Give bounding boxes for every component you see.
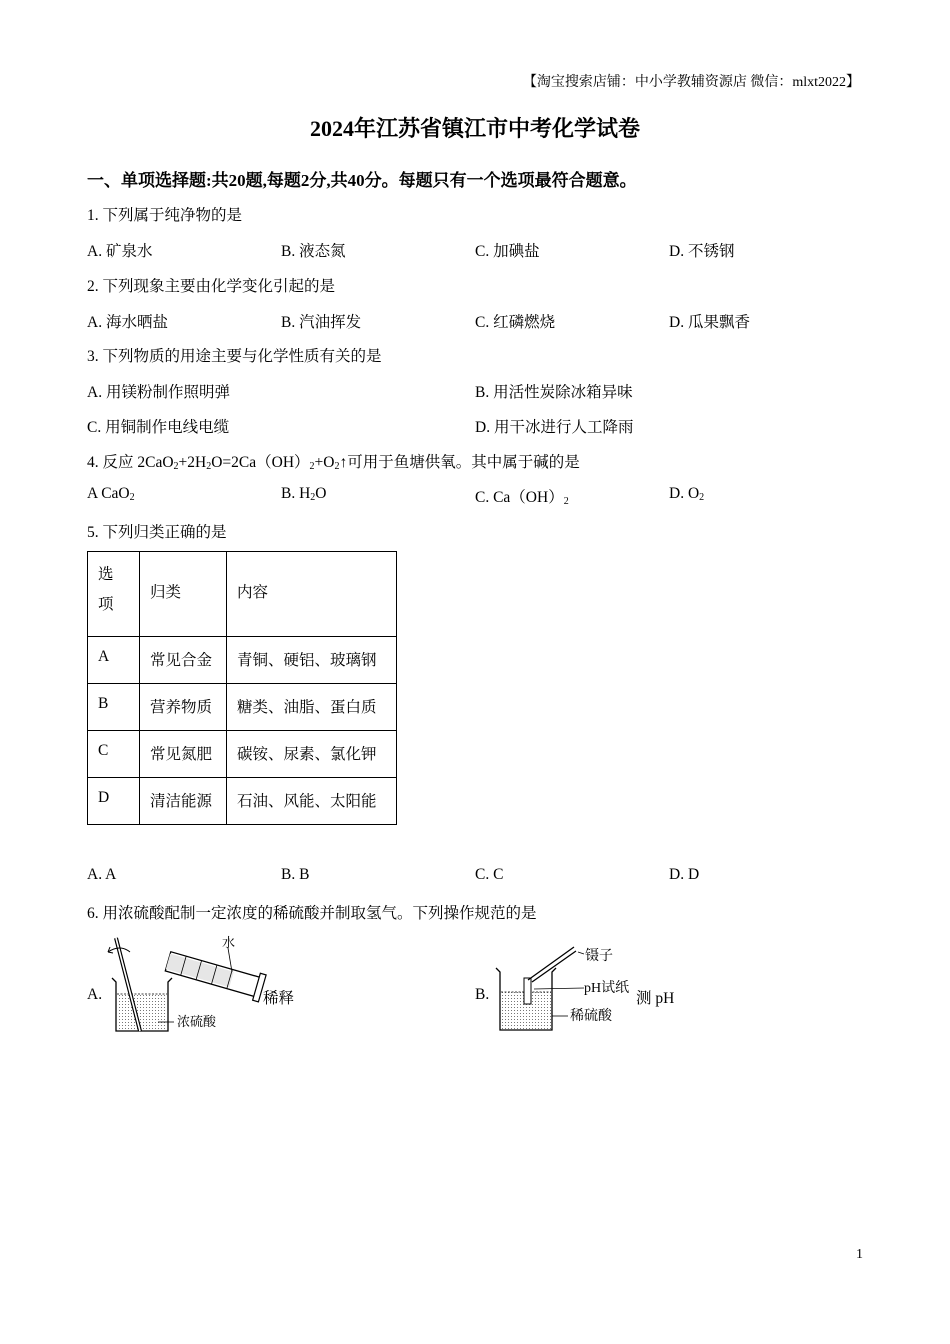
- q6-option-a-caption: 稀释: [263, 990, 295, 1007]
- q5-stem: 5. 下列归类正确的是: [87, 524, 227, 541]
- q2-option-c: C. 红磷燃烧: [475, 314, 556, 331]
- table-row: [88, 731, 397, 778]
- q4-option-c: C. $Ca(OH)_2$: [475, 489, 569, 507]
- page-title: 2024年江苏省镇江市中考化学试卷: [309, 116, 640, 141]
- q6-option-b-caption: 测 pH: [636, 990, 675, 1007]
- q4-option-a: A CaO$_2$: [87, 485, 135, 503]
- q1-option-c: C. 加碘盐: [475, 243, 540, 260]
- page-number: 1: [856, 1247, 863, 1262]
- table-cell: 清洁能源: [140, 778, 227, 825]
- ph-paper-label: pH试纸: [584, 981, 630, 996]
- q3-option-a: A. 用镁粉制作照明弹: [87, 384, 230, 401]
- table-cell: 青铜、硬铝、玻璃钢: [227, 637, 397, 684]
- q1-option-d: D. 不锈钢: [669, 243, 735, 260]
- q6-option-b-letter: B.: [475, 986, 490, 1003]
- q3-option-c: C. 用铜制作电线电缆: [87, 419, 230, 436]
- ph-test-figure: [492, 940, 642, 1040]
- table-cell: 常见氮肥: [140, 731, 227, 778]
- table-row: [88, 637, 397, 684]
- q4-option-d: D. $O_2$: [669, 485, 705, 503]
- classification-table: [87, 551, 397, 825]
- graduated-cylinder: [164, 948, 266, 1002]
- table-header-cell: 选 项: [88, 552, 140, 637]
- table-cell: C: [88, 731, 140, 778]
- q4-stem: 4. 反应 $2CaO_2+2H_2O=2Ca(OH)_2+O_2↑$可用于鱼塘供氧。其中属于碱的是: [87, 454, 580, 472]
- q3-option-d: D. 用干冰进行人工降雨: [475, 419, 634, 436]
- q5-option-b: B. B: [281, 866, 310, 883]
- q5-option-a: A. A: [87, 866, 117, 883]
- q6-stem: 6. 用浓硫酸配制一定浓度的稀硫酸并制取氢气。下列操作规范的是: [87, 905, 537, 922]
- q5-option-c: C. C: [475, 866, 504, 883]
- section-heading: 一、单项选择题:共20题,每题2分,共40分。每题只有一个选项最符合题意。: [87, 171, 637, 190]
- q2-stem: 2. 下列现象主要由化学变化引起的是: [87, 278, 336, 295]
- q1-option-a: A. 矿泉水: [87, 243, 153, 260]
- q2-option-a: A. 海水晒盐: [87, 314, 168, 331]
- table-cell: A: [88, 637, 140, 684]
- q4-option-b: B. $H_2O$: [281, 485, 327, 503]
- table-cell: 石油、风能、太阳能: [227, 778, 397, 825]
- q3-option-b: B. 用活性炭除冰箱异味: [475, 384, 633, 401]
- dilution-figure: [100, 928, 300, 1038]
- q6-option-a-letter: A.: [87, 986, 103, 1003]
- table-header-cell: 归类: [140, 552, 227, 637]
- table-cell: 碳铵、尿素、氯化钾: [227, 731, 397, 778]
- conc-acid-label: 浓硫酸: [177, 1014, 217, 1029]
- table-row: [88, 684, 397, 731]
- table-cell: D: [88, 778, 140, 825]
- table-header-cell: 内容: [227, 552, 397, 637]
- table-cell: 营养物质: [140, 684, 227, 731]
- table-cell: B: [88, 684, 140, 731]
- liquid-fill: [117, 994, 167, 1030]
- q5-option-d: D. D: [669, 866, 700, 883]
- dilute-acid-label: 稀硫酸: [570, 1009, 612, 1024]
- table-cell: 常见合金: [140, 637, 227, 684]
- q1-option-b: B. 液态氮: [281, 243, 346, 260]
- q1-stem: 1. 下列属于纯净物的是: [87, 207, 243, 224]
- water-label: 水: [222, 935, 236, 950]
- q2-option-b: B. 汽油挥发: [281, 314, 362, 331]
- q2-option-d: D. 瓜果飘香: [669, 314, 750, 331]
- ph-paper-strip: [524, 978, 531, 1004]
- header-note: 【淘宝搜索店铺：中小学教辅资源店 微信：mlxt2022】: [522, 75, 860, 90]
- table-cell: 糖类、油脂、蛋白质: [227, 684, 397, 731]
- q3-stem: 3. 下列物质的用途主要与化学性质有关的是: [87, 348, 382, 365]
- tweezers-label: 镊子: [585, 949, 613, 964]
- table-header-row: [88, 552, 397, 637]
- table-row: [88, 778, 397, 825]
